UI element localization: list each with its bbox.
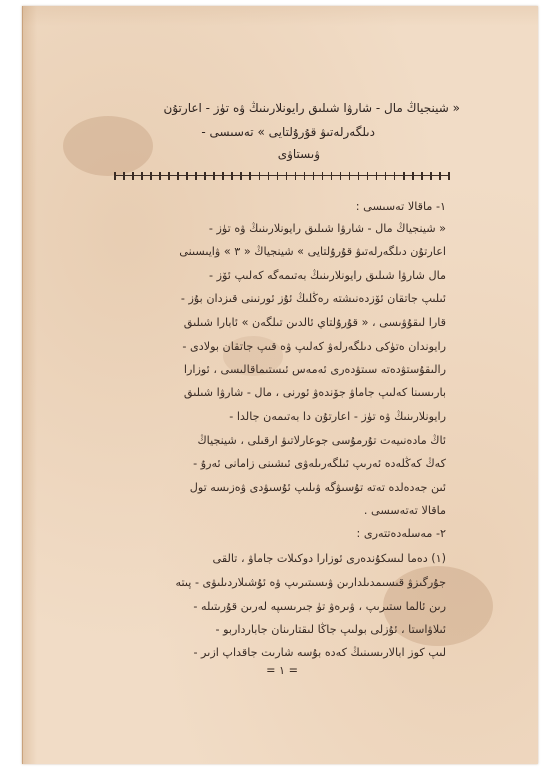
paper-stain <box>63 116 153 176</box>
section-1-line: كەڭ كەڭلەدە ئەرىپ ئىلگەرىلەۋى ئىشىنى زامانى ئەرۇ - <box>193 457 446 470</box>
document-heading-line-1: « شينجياڭ مال - شارۋا شىلىق رايونلارىنىڭ ۋە تۈز - اعارتۇن <box>163 101 460 115</box>
section-2-line: رىن ئالما ستىرىپ ، ۋىرەۋ تۈ جىرىسىپە لەرىن قۇرىتىلە - <box>193 600 446 613</box>
document-heading-line-2: دىلگەرلەتىۋ قۇرۇلتايى » تەسىسى - <box>201 125 375 139</box>
section-1-line: رالىقۇستۋدەتە سىتۋدەرى ئەمەس ئىستىماقالىسى ، ئوزارا <box>183 363 446 376</box>
section-2-line: جۇرگىزۋ قىسىمدىلدارىن ۋىسىتىرىپ ۋە ئۇشىلاردىلىۋى - پىتە <box>175 576 446 589</box>
section-1-line: مال شارۋا شىلىق رايونلارىنىڭ بەتىمەگە كەلىپ ئۆز - <box>209 269 446 282</box>
section-2-line: لىپ كوز ابالارىسىنىڭ كەدە بۇسە شارىت جاقداپ ازىر - <box>193 646 446 659</box>
section-1-line: ئاڭ مادەنىيەت تۇرمۇسى جوعارلاتىۋ ارقىلى ، شينجياڭ <box>197 434 446 447</box>
section-1-line: رايونلارىنىڭ ۋە تۈز - اعارتۇن دا بەتىمەن جالدا - <box>229 410 446 423</box>
section-1-line: رايوندان ەتۈكى دىلگەرلەۋ كەلىپ ۋە قىپ جاتقان بولادى - <box>182 340 446 353</box>
section-2-line: (١) دەما لىسكۇندەرى ئوزارا دوكىلات جاماۋ ، تالقى <box>212 552 446 565</box>
section-1-line: بارىسىنا كەلىپ جاماۋ جۆندەۋ ئورنى ، مال - شارۋا شىلىق <box>183 386 446 399</box>
section-1-line: ئىلىپ جاتقان ئۆزدەنىشتە رەڭلىڭ ئۇز ئورنىنى قىزدان بۇز - <box>180 292 446 305</box>
document-heading-line-3: ۋىستاۋى <box>277 147 320 161</box>
section-1-line: « شينجياڭ مال - شارۋا شىلىق رايونلارىنىڭ ۋە تۈز - <box>208 222 446 235</box>
section-1-line: اعارتۇن دىلگەرلەتىۋ قۇرۇلتايى » شينجياڭ « ٣ » ۋايىسىنى <box>179 245 446 258</box>
section-1-line: ماقالا تەتەسسى . <box>363 504 446 517</box>
section-1-line: ئىن جەدەلدە تەتە تۇسىۋگە ۋىلىپ ئۇسىۋدى ۋەزىسە تول <box>189 481 446 494</box>
heading-divider <box>114 172 450 180</box>
section-2-line: ئىلاۋاستا ، ئۇزلى بولىپ جاڭا لىقتارىنان جابارداربو - <box>215 623 446 636</box>
section-1-title: ١- ماقالا تەسىسى : <box>355 200 446 213</box>
page-number: = ١ = <box>266 664 298 677</box>
section-1-line: قارا لىقۇۋىسى ، « قۇرۇلتاي ئالدىن تىلگەن » ئابارا شىلىق <box>183 316 446 329</box>
section-2-title: ٢- مەسلەدەتتەرى : <box>356 527 446 540</box>
